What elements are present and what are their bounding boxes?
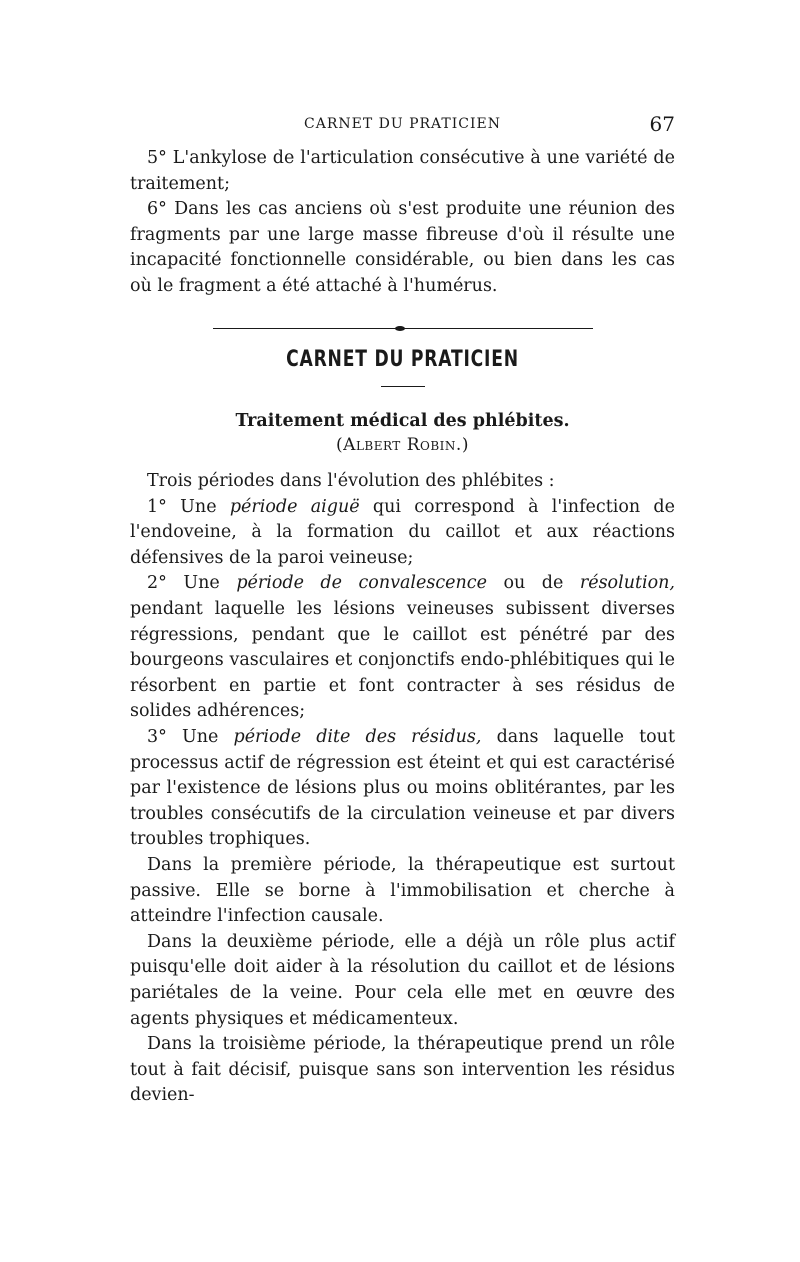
page-number: 67 — [649, 112, 675, 136]
item-term: période de convalescence — [236, 573, 487, 594]
short-rule — [381, 386, 425, 388]
paragraph-second-period: Dans la deuxième période, elle a déjà un rôle plus actif puisqu'elle doit aider à la résolution du caillot et de lésions pariétales de la veine. Pour cela elle met en œuvre des agents physiques et médicamenteux. — [130, 931, 675, 1029]
item-label: Une — [182, 727, 219, 747]
item-term: période aiguë — [229, 496, 360, 517]
running-title: CARNET DU PRATICIEN — [304, 116, 501, 132]
section-title: CARNET DU PRATICIEN — [286, 346, 519, 372]
item-text: pendant laquelle les lésions veineuses subissent diverses régressions, pendant que le caillot est pénétré par des bourgeons vasculaires et conjonctifs endo-phlébitiques qui le résorbent en partie et font contracter à ses résidus de solides adhérences; — [130, 599, 675, 722]
running-head — [130, 112, 675, 146]
list-item-period-1 — [130, 495, 675, 572]
ornamental-divider — [213, 326, 593, 332]
paragraph-third-period: Dans la troisième période, la thérapeutique prend un rôle tout à fait décisif, puisque sans son intervention les résidus devien- — [130, 1034, 675, 1106]
list-item-period-2 — [130, 571, 675, 725]
item-term: période dite des résidus, — [233, 727, 482, 747]
item-text: qui correspond à l'infection de l'endoveine, à la formation du caillot et aux réactions défensives de la paroi veineuse; — [130, 496, 675, 568]
list-item-period-3 — [130, 725, 675, 853]
item-number: 1° — [147, 496, 167, 517]
paragraph-first-period: Dans la première période, la thérapeutique est surtout passive. Elle se borne à l'immobilisation et cherche à atteindre l'infection causale. — [130, 854, 675, 927]
paragraph-item-6: 6° Dans les cas anciens où s'est produite une réunion des fragments par une large masse fibreuse d'où il résulte une incapacité fonctionnelle considérable, ou bien dans les cas où le fragment a été attaché à l'humérus. — [130, 199, 675, 296]
article-author: (Albert Robin.) — [336, 435, 469, 456]
item-text: dans laquelle tout processus actif de régression est éteint et qui est caractérisé par l'existence de lésions plus ou moins oblitérantes, par les troubles consécutifs de la circulation veineuse et par divers troubles trophiques. — [130, 727, 675, 850]
item-connector: ou de — [503, 573, 564, 594]
item-number: 2° — [147, 573, 167, 594]
article-title: Traitement médical des phlébites. — [235, 411, 570, 432]
item-label: Une — [183, 573, 220, 594]
paragraph-item-5: 5° L'ankylose de l'articulation consécutive à une variété de traitement; — [130, 148, 675, 194]
divider-ornament — [395, 326, 405, 331]
item-term-secondary: résolution, — [579, 573, 675, 594]
intro-paragraph: Trois périodes dans l'évolution des phlébites : — [147, 471, 555, 492]
item-number: 3° — [147, 727, 167, 747]
book-page — [130, 112, 675, 1109]
item-label: Une — [180, 496, 217, 517]
